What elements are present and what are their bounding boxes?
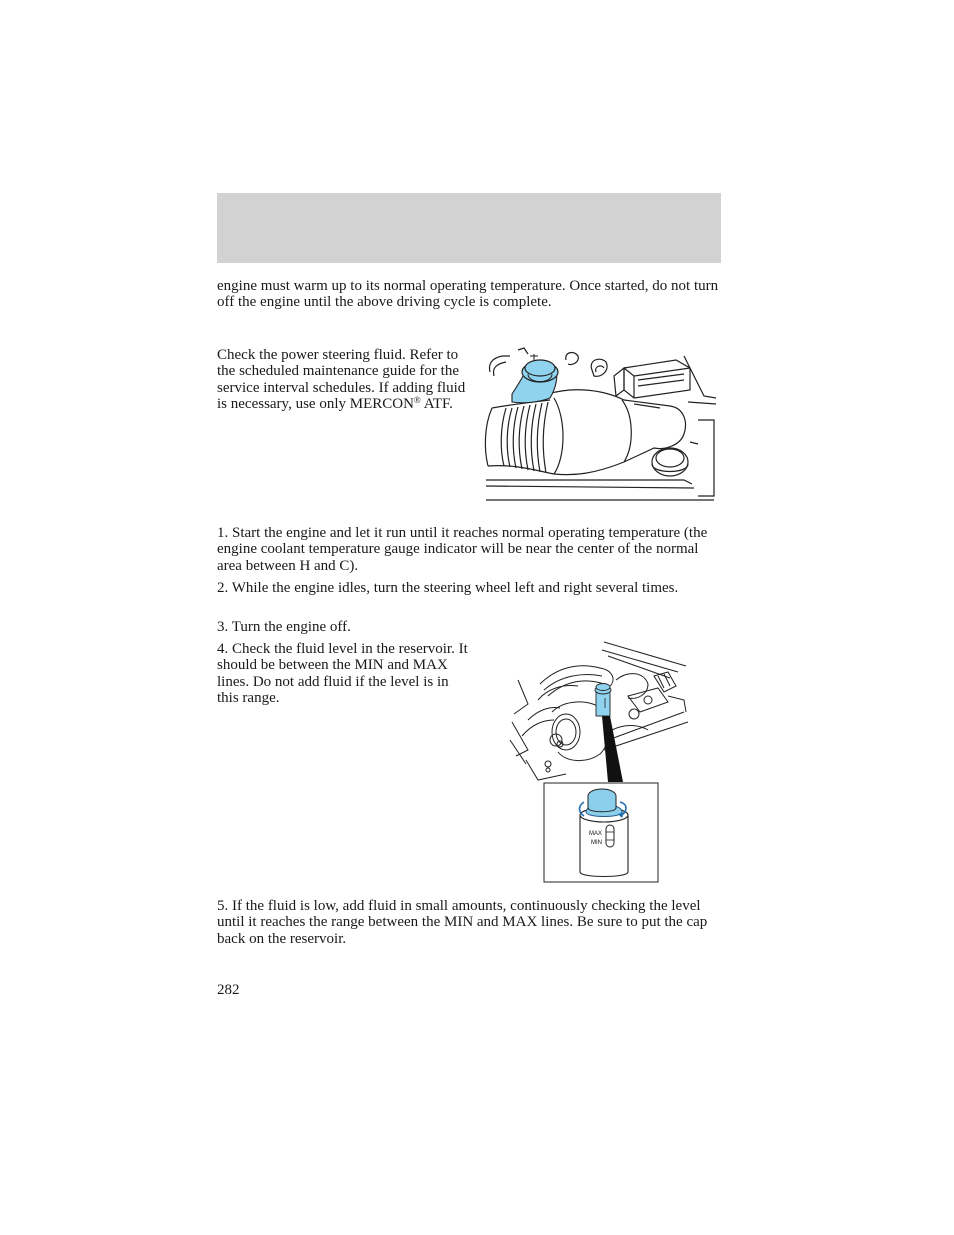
fluid-level-illustration	[508, 640, 692, 886]
step-5: 5. If the fluid is low, add fluid in small amounts, continuously checking the level until it reaches the range between the MIN and MAX lines. Be sure to put the cap back on the reservoir.	[217, 898, 708, 947]
section-header-band	[217, 193, 721, 263]
registered-mark: ®	[413, 395, 421, 406]
engine-reservoir-illustration	[484, 346, 720, 502]
page-number: 282	[217, 982, 240, 998]
power-steering-paragraph	[217, 347, 472, 413]
step-1: 1. Start the engine and let it run until it reaches normal operating temperature (the engine coolant temperature gauge indicator will be near the center of the normal area between H and C).	[217, 525, 708, 574]
max-label: MAX	[589, 831, 603, 837]
step-3: 3. Turn the engine off.	[217, 619, 351, 635]
intro-paragraph: engine must warm up to its normal operating temperature. Once started, do not turn off the engine until the above driving cycle is complete.	[217, 278, 719, 311]
min-label: MIN	[591, 840, 602, 846]
step-4: 4. Check the fluid level in the reservoir. It should be between the MIN and MAX lines. Do not add fluid if the level is in this range.	[217, 641, 468, 707]
power-steering-text-end: ATF.	[420, 396, 453, 413]
step-2: 2. While the engine idles, turn the steering wheel left and right several times.	[217, 580, 679, 596]
power-steering-text: Check the power steering fluid. Refer to the scheduled maintenance guide for the service interval schedules. If adding fluid is necessary, use only MERCON	[217, 347, 466, 413]
